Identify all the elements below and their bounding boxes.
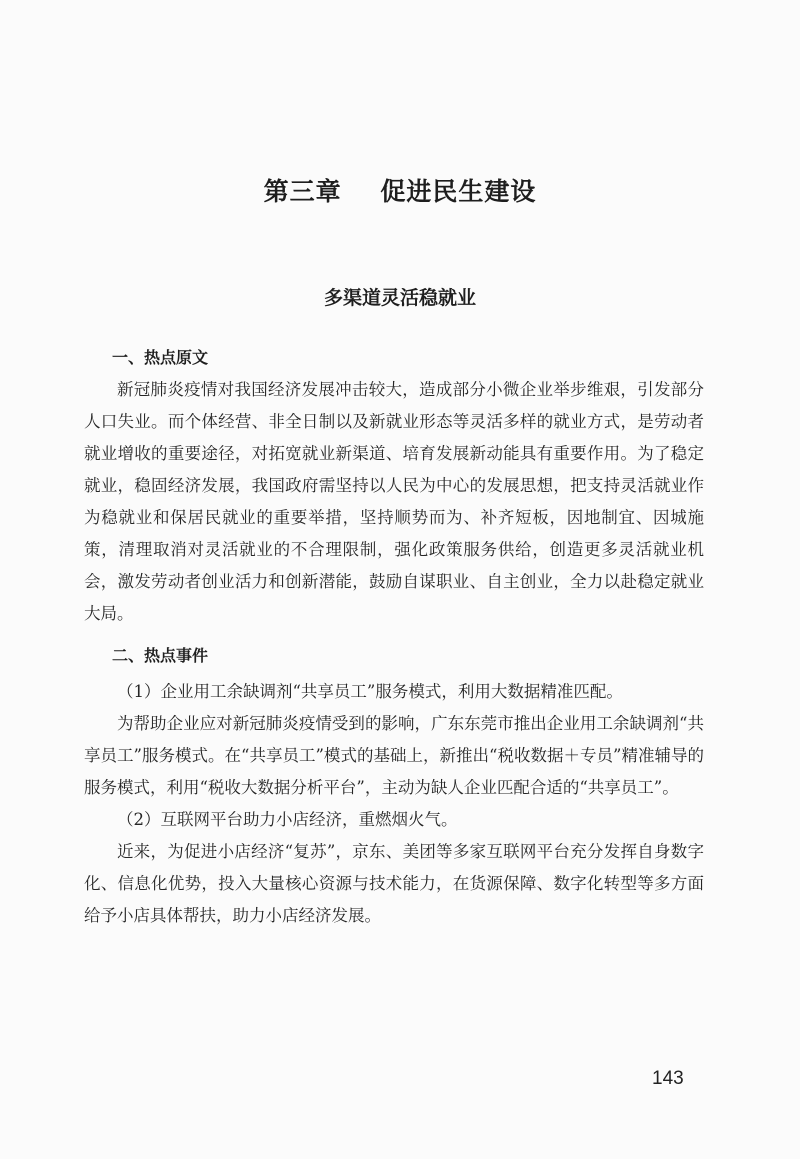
- section-title: 多渠道灵活稳就业: [323, 287, 476, 309]
- event1-title: （1）企业用工余缺调剂“共享员工”服务模式，利用大数据精准匹配。: [117, 682, 623, 701]
- event2-body: 近来，为促进小店经济“复苏”，京东、美团等多家互联网平台充分发挥自身数字化、信息化优势，投入大量核心资源与技术能力，在货源保障、数字化转型等多方面给予小店具体帮扶，助力小店经济发展。: [84, 842, 704, 925]
- page-number: 143: [652, 1068, 684, 1089]
- chapter-title: 第三章 促进民生建设: [263, 177, 537, 206]
- part1-heading: 一、热点原文: [112, 348, 209, 367]
- part1-paragraph: 新冠肺炎疫情对我国经济发展冲击较大，造成部分小微企业举步维艰，引发部分人口失业。而个体经营、非全日制以及新就业形态等灵活多样的就业方式，是劳动者就业增收的重要途径，对拓宽就业新渠道、培育发展新动能具有重要作用。为了稳定就业，稳固经济发展，我国政府需坚持以人民为中心的发展思想，把支持灵活就业作为稳就业和保居民就业的重要举措，坚持顺势而为、补齐短板，因地制宜、因城施策，清理取消对灵活就业的不合理限制，强化政策服务供给，创造更多灵活就业机会，激发劳动者创业活力和创新潜能，鼓励自谋职业、自主创业，全力以赴稳定就业大局。: [84, 380, 704, 623]
- event1-body: 为帮助企业应对新冠肺炎疫情受到的影响，广东东莞市推出企业用工余缺调剂“共享员工”服务模式。在“共享员工”模式的基础上，新推出“税收数据＋专员”精准辅导的服务模式，利用“税收大数据分析平台”，主动为缺人企业匹配合适的“共享员工”。: [84, 714, 704, 797]
- event2-title: （2）互联网平台助力小店经济，重燃烟火气。: [117, 810, 458, 829]
- part2-heading: 二、热点事件: [112, 646, 209, 665]
- document-body: [84, 342, 704, 932]
